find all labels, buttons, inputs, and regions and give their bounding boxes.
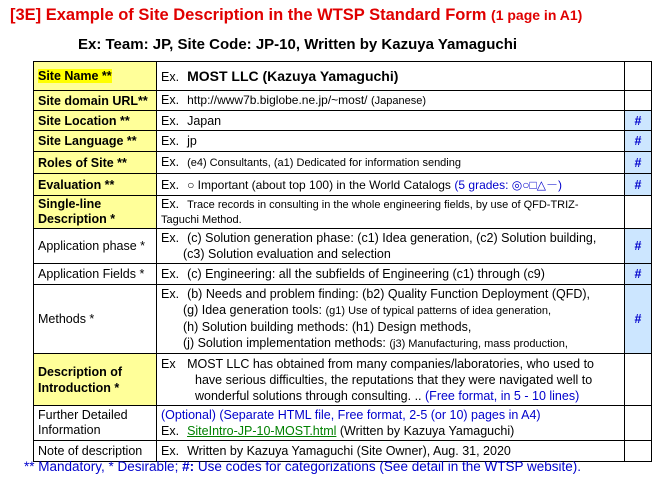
legend-footer: ** Mandatory, * Desirable; #: Use codes for categorizations (See detail in the WTSP website). [24,459,582,474]
site-intro-link[interactable]: SiteIntro-JP-10-MOST.html [187,424,337,438]
label-phase: Application phase * [34,229,157,264]
value-site-name: Ex. MOST LLC (Kazuya Yamaguchi) [157,62,625,91]
hash-mark: # [625,152,652,174]
label-methods: Methods * [34,285,157,354]
value-roles: Ex. (e4) Consultants, (a1) Dedicated for information sending [157,152,625,174]
row-phase [34,229,652,264]
hash-mark: # [625,229,652,264]
row-domain [34,91,652,111]
label-site-name: Site Name ** [34,62,157,91]
row-roles [34,152,652,174]
row-intro [34,354,652,406]
label-further: Further Detailed Information [34,406,157,441]
site-description-form [33,61,652,462]
label-fields: Application Fields * [34,264,157,285]
hash-cell [625,62,652,91]
label-location: Site Location ** [34,111,157,131]
value-phase: Ex. (c) Solution generation phase: (c1) Idea generation, (c2) Solution building, (c3) Solution evaluation and selection [157,229,625,264]
hash-cell [625,406,652,441]
value-single-line: Ex. Trace records in consulting in the whole engineering fields, by use of QFD-TRIZ- Taguchi Method. [157,196,625,229]
label-domain: Site domain URL** [34,91,157,111]
page-title [10,6,582,25]
hash-mark: # [625,111,652,131]
value-note: Ex. Written by Kazuya Yamaguchi (Site Owner), Aug. 31, 2020 [157,441,625,462]
value-evaluation: Ex. ○ Important (about top 100) in the World Catalogs (5 grades: ◎○□△－) [157,174,625,196]
row-site-name [34,62,652,91]
label-intro: Description of Introduction * [34,354,157,406]
page-subtitle: Ex: Team: JP, Site Code: JP-10, Written by Kazuya Yamaguchi [78,36,518,53]
hash-cell [625,91,652,111]
value-intro: Ex MOST LLC has obtained from many companies/laboratories, who used to have serious difficulties, the reputations that they were navigated well to wonderful solutions through consulting. .. (Free format, in 5 - 10 lines) [157,354,625,406]
label-roles: Roles of Site ** [34,152,157,174]
row-location [34,111,652,131]
value-location: Ex. Japan [157,111,625,131]
title-note: (1 page in A1) [491,7,583,23]
label-language: Site Language ** [34,131,157,152]
value-methods: Ex. (b) Needs and problem finding: (b2) Quality Function Deployment (QFD), (g) Idea generation tools: (g1) Use of typical patterns of idea generation, (h) Solution building methods: (h1) Design methods, (j) Solution implementation methods: (j3) Manufacturing, mass production, [157,285,625,354]
label-note: Note of description [34,441,157,462]
row-methods [34,285,652,354]
hash-cell [625,441,652,462]
hash-mark: # [625,264,652,285]
row-single-line [34,196,652,229]
value-domain: Ex. http://www7b.biglobe.ne.jp/~most/ (Japanese) [157,91,625,111]
row-further [34,406,652,441]
hash-mark: # [625,174,652,196]
row-language [34,131,652,152]
row-fields [34,264,652,285]
label-single-line: Single-line Description * [34,196,157,229]
hash-mark: # [625,131,652,152]
row-evaluation [34,174,652,196]
value-fields: Ex. (c) Engineering: all the subfields of Engineering (c1) through (c9) [157,264,625,285]
value-further: (Optional) (Separate HTML file, Free format, 2-5 (or 10) pages in A4) Ex. SiteIntro-JP-10-MOST.html (Written by Kazuya Yamaguchi) [157,406,625,441]
hash-cell [625,354,652,406]
title-text: [3E] Example of Site Description in the WTSP Standard Form [10,6,492,24]
hash-mark: # [625,285,652,354]
value-language: Ex. jp [157,131,625,152]
hash-cell [625,196,652,229]
label-evaluation: Evaluation ** [34,174,157,196]
